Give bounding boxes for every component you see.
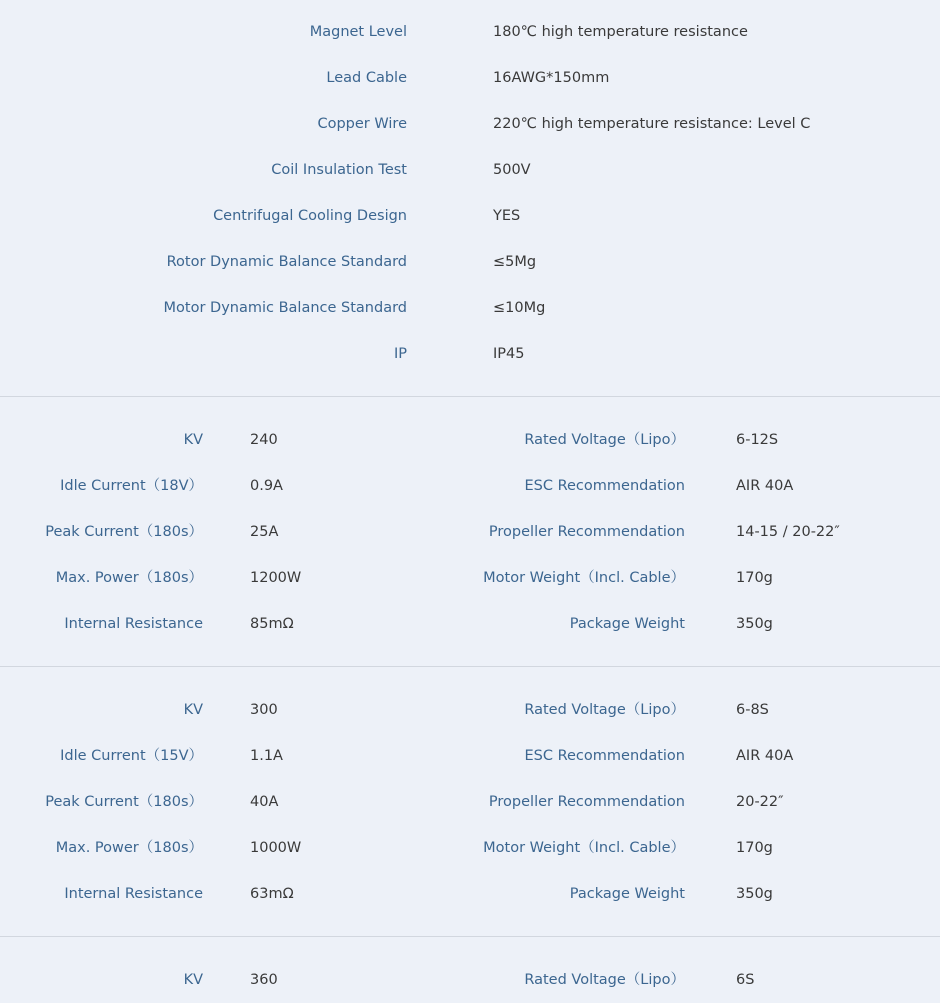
variant-right-value: 170g (736, 840, 773, 856)
variant-right-value: 6S (736, 972, 755, 988)
variant-right-label: ESC Recommendation (524, 748, 685, 764)
variant-left-label: Internal Resistance (64, 616, 203, 632)
variant-left-value: 40A (250, 794, 279, 810)
spec-value-ip: IP45 (493, 346, 525, 362)
variant-left-label: Max. Power（180s） (55, 840, 203, 856)
variant-right-value: 20-22″ (736, 794, 784, 810)
variant-right-label: Propeller Recommendation (488, 524, 685, 540)
variant-right-value: AIR 40A (736, 478, 794, 494)
variant-left-label: Peak Current（180s） (45, 524, 203, 540)
variant-left-value: 1.1A (250, 748, 283, 764)
variant-right-label: Propeller Recommendation (488, 794, 685, 810)
variant-left-label: Max. Power（180s） (55, 570, 203, 586)
variant-right-label: Package Weight (569, 616, 685, 632)
spec-value-coil-insulation-test: 500V (493, 162, 531, 178)
variant-left-value: 300 (250, 702, 278, 718)
spec-value-lead-cable: 16AWG*150mm (493, 70, 610, 86)
spec-label-centrifugal-cooling: Centrifugal Cooling Design (213, 208, 407, 224)
spec-value-motor-balance: ≤10Mg (493, 300, 546, 316)
variant-right-label: Rated Voltage（Lipo） (524, 432, 685, 448)
variant-left-value: 63mΩ (250, 886, 294, 902)
spec-value-magnet-level: 180℃ high temperature resistance (493, 24, 748, 40)
spec-label-magnet-level: Magnet Level (309, 24, 407, 40)
variant-left-label: Idle Current（15V） (60, 748, 203, 764)
variant-right-label: Motor Weight（Incl. Cable） (483, 840, 685, 856)
variant-right-value: 6-8S (736, 702, 769, 718)
variant-right-value: 350g (736, 886, 773, 902)
variant-left-label: Idle Current（18V） (60, 478, 203, 494)
variant-right-value: 14-15 / 20-22″ (736, 524, 840, 540)
variant-right-label: ESC Recommendation (524, 478, 685, 494)
variant-left-value: 240 (250, 432, 278, 448)
variant-left-value: 360 (250, 972, 278, 988)
variant-right-value: 170g (736, 570, 773, 586)
spec-label-copper-wire: Copper Wire (317, 116, 407, 132)
variant-right-label: Rated Voltage（Lipo） (524, 702, 685, 718)
variant-left-value: 1000W (250, 840, 302, 856)
variant-right-label: Motor Weight（Incl. Cable） (483, 570, 685, 586)
spec-value-centrifugal-cooling: YES (493, 208, 521, 224)
variant-left-value: 85mΩ (250, 616, 294, 632)
spec-label-rotor-balance: Rotor Dynamic Balance Standard (166, 254, 407, 270)
variant-right-label: Rated Voltage（Lipo） (524, 972, 685, 988)
variant-left-value: 25A (250, 524, 279, 540)
variant-left-label: KV (183, 702, 203, 718)
spec-value-rotor-balance: ≤5Mg (493, 254, 537, 270)
variant-left-label: KV (183, 432, 203, 448)
section-divider (0, 666, 940, 667)
variant-left-value: 1200W (250, 570, 302, 586)
variant-left-label: KV (183, 972, 203, 988)
section-divider (0, 936, 940, 937)
spec-label-lead-cable: Lead Cable (326, 70, 407, 86)
section-divider (0, 396, 940, 397)
variant-left-label: Internal Resistance (64, 886, 203, 902)
variant-left-label: Peak Current（180s） (45, 794, 203, 810)
spec-value-copper-wire: 220℃ high temperature resistance: Level C (493, 116, 811, 132)
variant-left-value: 0.9A (250, 478, 283, 494)
spec-label-ip: IP (393, 346, 407, 362)
variant-right-value: 350g (736, 616, 773, 632)
variant-right-label: Package Weight (569, 886, 685, 902)
variant-right-value: 6-12S (736, 432, 779, 448)
variant-right-value: AIR 40A (736, 748, 794, 764)
spec-label-coil-insulation-test: Coil Insulation Test (271, 162, 407, 178)
spec-label-motor-balance: Motor Dynamic Balance Standard (163, 300, 407, 316)
